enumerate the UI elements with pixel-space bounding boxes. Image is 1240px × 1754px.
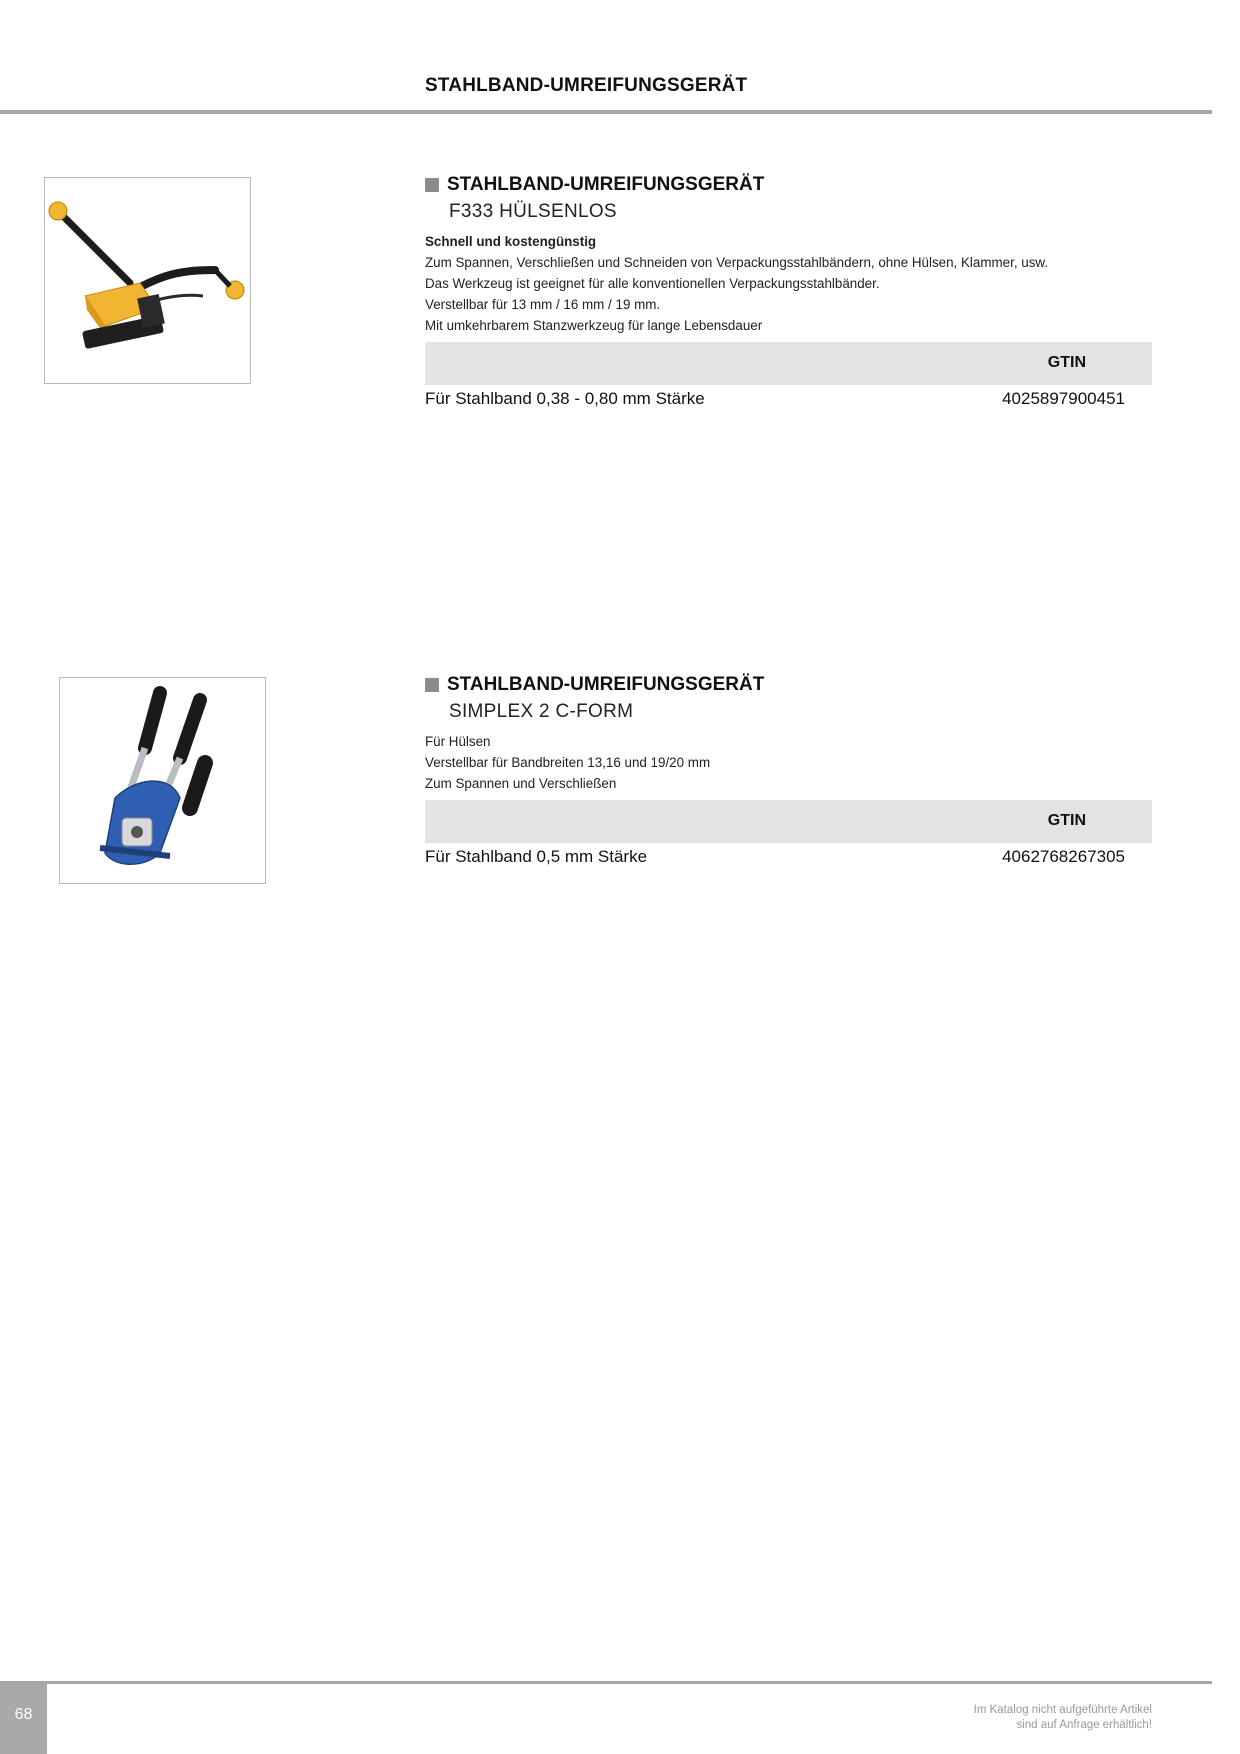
product-title: STAHLBAND-UMREIFUNGSGERÄT bbox=[447, 174, 765, 195]
description-line: Das Werkzeug ist geeignet für alle konventionellen Verpackungsstahlbänder. bbox=[425, 276, 880, 291]
gtin-column-header: GTIN bbox=[1047, 354, 1086, 371]
table-row bbox=[425, 385, 1152, 413]
product-description bbox=[425, 731, 1152, 794]
row-gtin: 4025897900451 bbox=[1002, 389, 1125, 408]
bullet-square-icon bbox=[425, 678, 439, 692]
page-number-box bbox=[0, 1684, 47, 1754]
footer-note-line: sind auf Anfrage erhältlich! bbox=[1016, 1719, 1152, 1731]
product-simplex bbox=[425, 672, 1152, 871]
table-header bbox=[425, 342, 1152, 385]
description-line: Verstellbar für 13 mm / 16 mm / 19 mm. bbox=[425, 297, 661, 312]
product-model: SIMPLEX 2 C-FORM bbox=[449, 701, 634, 722]
product-f333 bbox=[425, 172, 1152, 413]
product-model: F333 HÜLSENLOS bbox=[449, 201, 617, 222]
product-image-simplex bbox=[59, 677, 266, 884]
product-title: STAHLBAND-UMREIFUNGSGERÄT bbox=[447, 674, 765, 695]
product-image-f333 bbox=[44, 177, 251, 384]
row-label: Für Stahlband 0,38 - 0,80 mm Stärke bbox=[425, 389, 705, 408]
simplex-tool-illustration bbox=[60, 678, 265, 883]
gtin-column-header: GTIN bbox=[1047, 812, 1086, 829]
row-label: Für Stahlband 0,5 mm Stärke bbox=[425, 847, 648, 866]
description-line: Mit umkehrbarem Stanzwerkzeug für lange Lebensdauer bbox=[425, 318, 763, 333]
description-line: Zum Spannen und Verschließen bbox=[425, 776, 617, 791]
f333-tool-illustration bbox=[45, 178, 250, 383]
bullet-square-icon bbox=[425, 178, 439, 192]
page-number: 68 bbox=[14, 1706, 33, 1723]
footer-note-line: Im Katalog nicht aufgeführte Artikel bbox=[973, 1704, 1152, 1716]
description-highlight: Schnell und kostengünstig bbox=[425, 234, 597, 249]
page-title: STAHLBAND-UMREIFUNGSGERÄT bbox=[425, 75, 748, 96]
table-row bbox=[425, 843, 1152, 871]
row-gtin: 4062768267305 bbox=[1002, 847, 1125, 866]
footer-note bbox=[974, 1703, 1152, 1733]
product-description bbox=[425, 231, 1152, 336]
description-line: Für Hülsen bbox=[425, 734, 491, 749]
footer-divider bbox=[0, 1681, 1212, 1684]
description-line: Verstellbar für Bandbreiten 13,16 und 19/20 mm bbox=[425, 755, 711, 770]
header-divider bbox=[0, 110, 1212, 114]
table-header bbox=[425, 800, 1152, 843]
description-line: Zum Spannen, Verschließen und Schneiden von Verpackungsstahlbändern, ohne Hülsen, Klammer, usw. bbox=[425, 255, 1049, 270]
